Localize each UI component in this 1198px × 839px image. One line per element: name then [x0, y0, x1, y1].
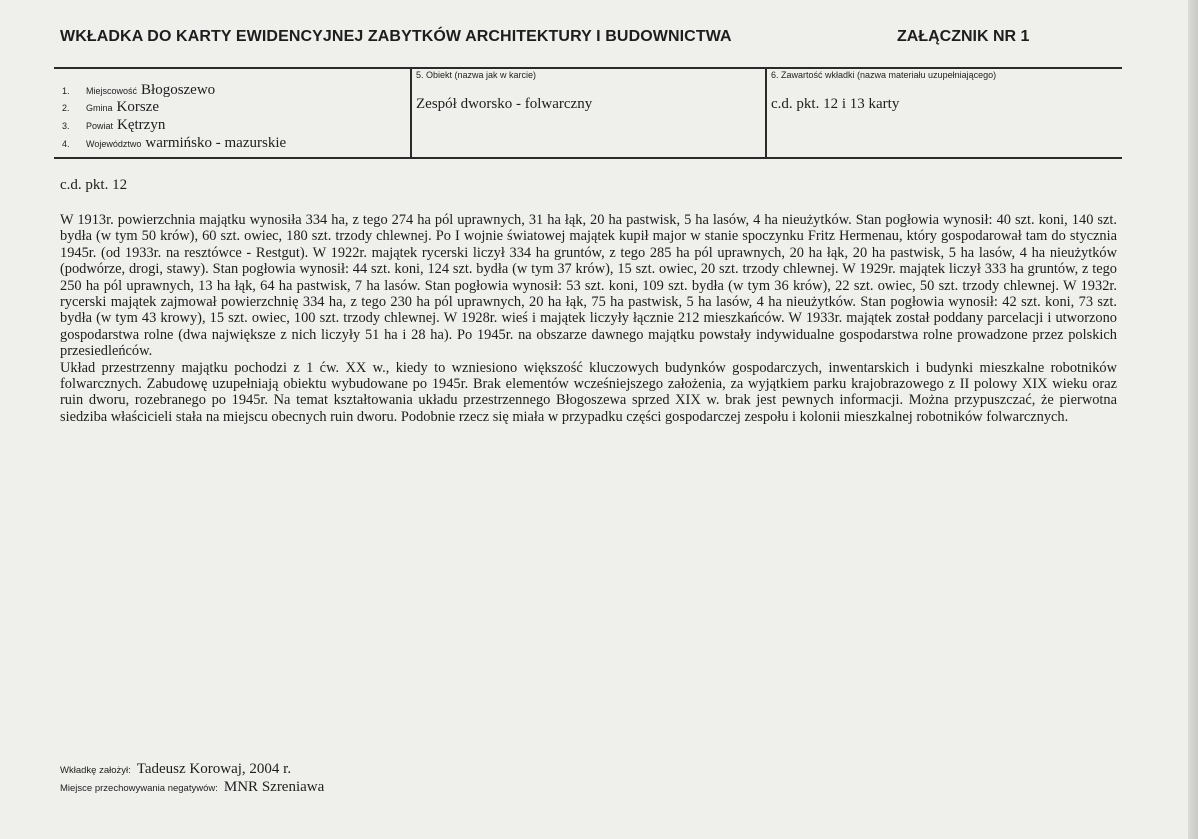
- founder-value: Tadeusz Korowaj, 2004 r.: [136, 761, 292, 777]
- field-voivodeship: [62, 135, 286, 152]
- body-paragraph-2: Układ przestrzenny majątku pochodzi z 1 ćw. XX w., kiedy to wzniesiono większość kluczowych budynków gospodarczych, inwentarskich i budynki mieszkalne robotników folwarcznych. Zabudowę uzupełniają obiektu wybudowane po 1945r. Brak elementów wcześniejszego założenia, za wyjątkiem parku krajobrazowego z II polowy XIX wieku oraz ruin dworu, rozebranego po 1945r. Na temat kształtowania układu przestrzennego Błogoszewa sprzed XIX w. brak jest pewnych informacji. Można przypuszczać, że pierwotna siedziba właścicieli stała na miejscu obecnych ruin dworu. Podobnie rzecz się miała w przypadku części gospodarczej zespołu i kolonii mieszkalnej robotników folwarcznych.: [60, 359, 1117, 425]
- object-label: 5. Obiekt (nazwa jak w karcie): [416, 70, 537, 80]
- founder-label: Wkładkę założył:: [60, 765, 131, 776]
- field-label: Województwo: [86, 139, 142, 149]
- contents-value: c.d. pkt. 12 i 13 karty: [771, 96, 900, 112]
- field-number: 1.: [62, 86, 70, 96]
- body-text: [60, 212, 1117, 425]
- annex-number: ZAŁĄCZNIK NR 1: [897, 28, 1030, 45]
- field-locality: [62, 82, 215, 99]
- field-number: 2.: [62, 103, 70, 113]
- column-divider-2: [765, 67, 767, 158]
- continuation-note: c.d. pkt. 12: [60, 177, 128, 193]
- field-value: Błogoszewo: [141, 82, 216, 98]
- object-value: Zespół dworsko - folwarczny: [416, 96, 593, 112]
- field-label: Powiat: [86, 121, 114, 131]
- field-number: 4.: [62, 139, 70, 149]
- storage-row: [60, 779, 324, 796]
- column-divider-1: [410, 67, 412, 158]
- field-commune: [62, 99, 159, 116]
- table-bottom-rule: [54, 157, 1122, 159]
- storage-value: MNR Szreniawa: [223, 779, 325, 795]
- contents-label: 6. Zawartość wkładki (nazwa materiału uzupełniającego): [771, 70, 997, 80]
- field-label: Miejscowość: [86, 86, 138, 96]
- table-top-rule: [54, 67, 1122, 69]
- document-title: WKŁADKA DO KARTY EWIDENCYJNEJ ZABYTKÓW ARCHITEKTURY I BUDOWNICTWA: [60, 28, 732, 45]
- field-value: warmińsko - mazurskie: [145, 135, 287, 151]
- field-value: Kętrzyn: [117, 117, 166, 133]
- body-paragraph-1: W 1913r. powierzchnia majątku wynosiła 334 ha, z tego 274 ha pól uprawnych, 31 ha łąk, 20 ha pastwisk, 5 ha lasów, 4 ha nieużytków. Stan pogłowia wynosił: 40 szt. koni, 140 szt. bydła (w tym 50 krów), 60 szt. owiec, 180 szt. trzody chlewnej. Po I wojnie światowej majątek kupił major w stanie spoczynku Fritz Hermenau, który gospodarował tam do stycznia 1945r. (od 1933r. na resztówce - Restgut). W 1922r. majątek rycerski liczył 334 ha gruntów, z tego 285 ha pól uprawnych, 20 ha łąk, 20 ha pastwisk, 5 ha lasów, 4 ha nieużytków (podwórze, drogi, stawy). Stan pogłowia wynosił: 44 szt. koni, 124 szt. bydła (w tym 37 krów), 15 szt. owiec, 20 szt. trzody chlewnej. W 1929r. majątek liczył 333 ha gruntów, z tego 250 ha pól uprawnych, 13 ha łąk, 64 ha pastwisk, 7 ha lasów. Stan pogłowia wynosił: 53 szt. koni, 109 szt. bydła (w tym 36 krów), 22 szt. owiec, 50 szt. trzody chlewnej. W 1932r. rycerski majątek zajmował powierzchnię 334 ha, z tego 230 ha pól uprawnych, 20 ha łąk, 75 ha pastwisk, 5 ha lasów, 4 ha nieużytków. Stan pogłowia wynosił: 42 szt. koni, 73 szt. bydła (w tym 43 krowy), 15 szt. owiec, 100 szt. trzody chlewnej. W 1928r. wieś i majątek liczyły łącznie 212 mieszkańców. W 1933r. majątek został poddany parcelacji i utworzono gospodarstwa rolne (dwa największe z nich liczyły 51 ha i 28 ha). Po 1945r. na obszarze dawnego majątku powstały indywidualne gospodarstwa rolne prowadzone przez polskich przesiedleńców.: [60, 212, 1117, 360]
- storage-label: Miejsce przechowywania negatywów:: [60, 783, 218, 794]
- field-value: Korsze: [116, 99, 159, 115]
- field-number: 3.: [62, 121, 70, 131]
- field-county: [62, 117, 165, 134]
- paper-edge: [1188, 0, 1198, 839]
- founder-row: [60, 761, 291, 778]
- field-label: Gmina: [86, 103, 113, 113]
